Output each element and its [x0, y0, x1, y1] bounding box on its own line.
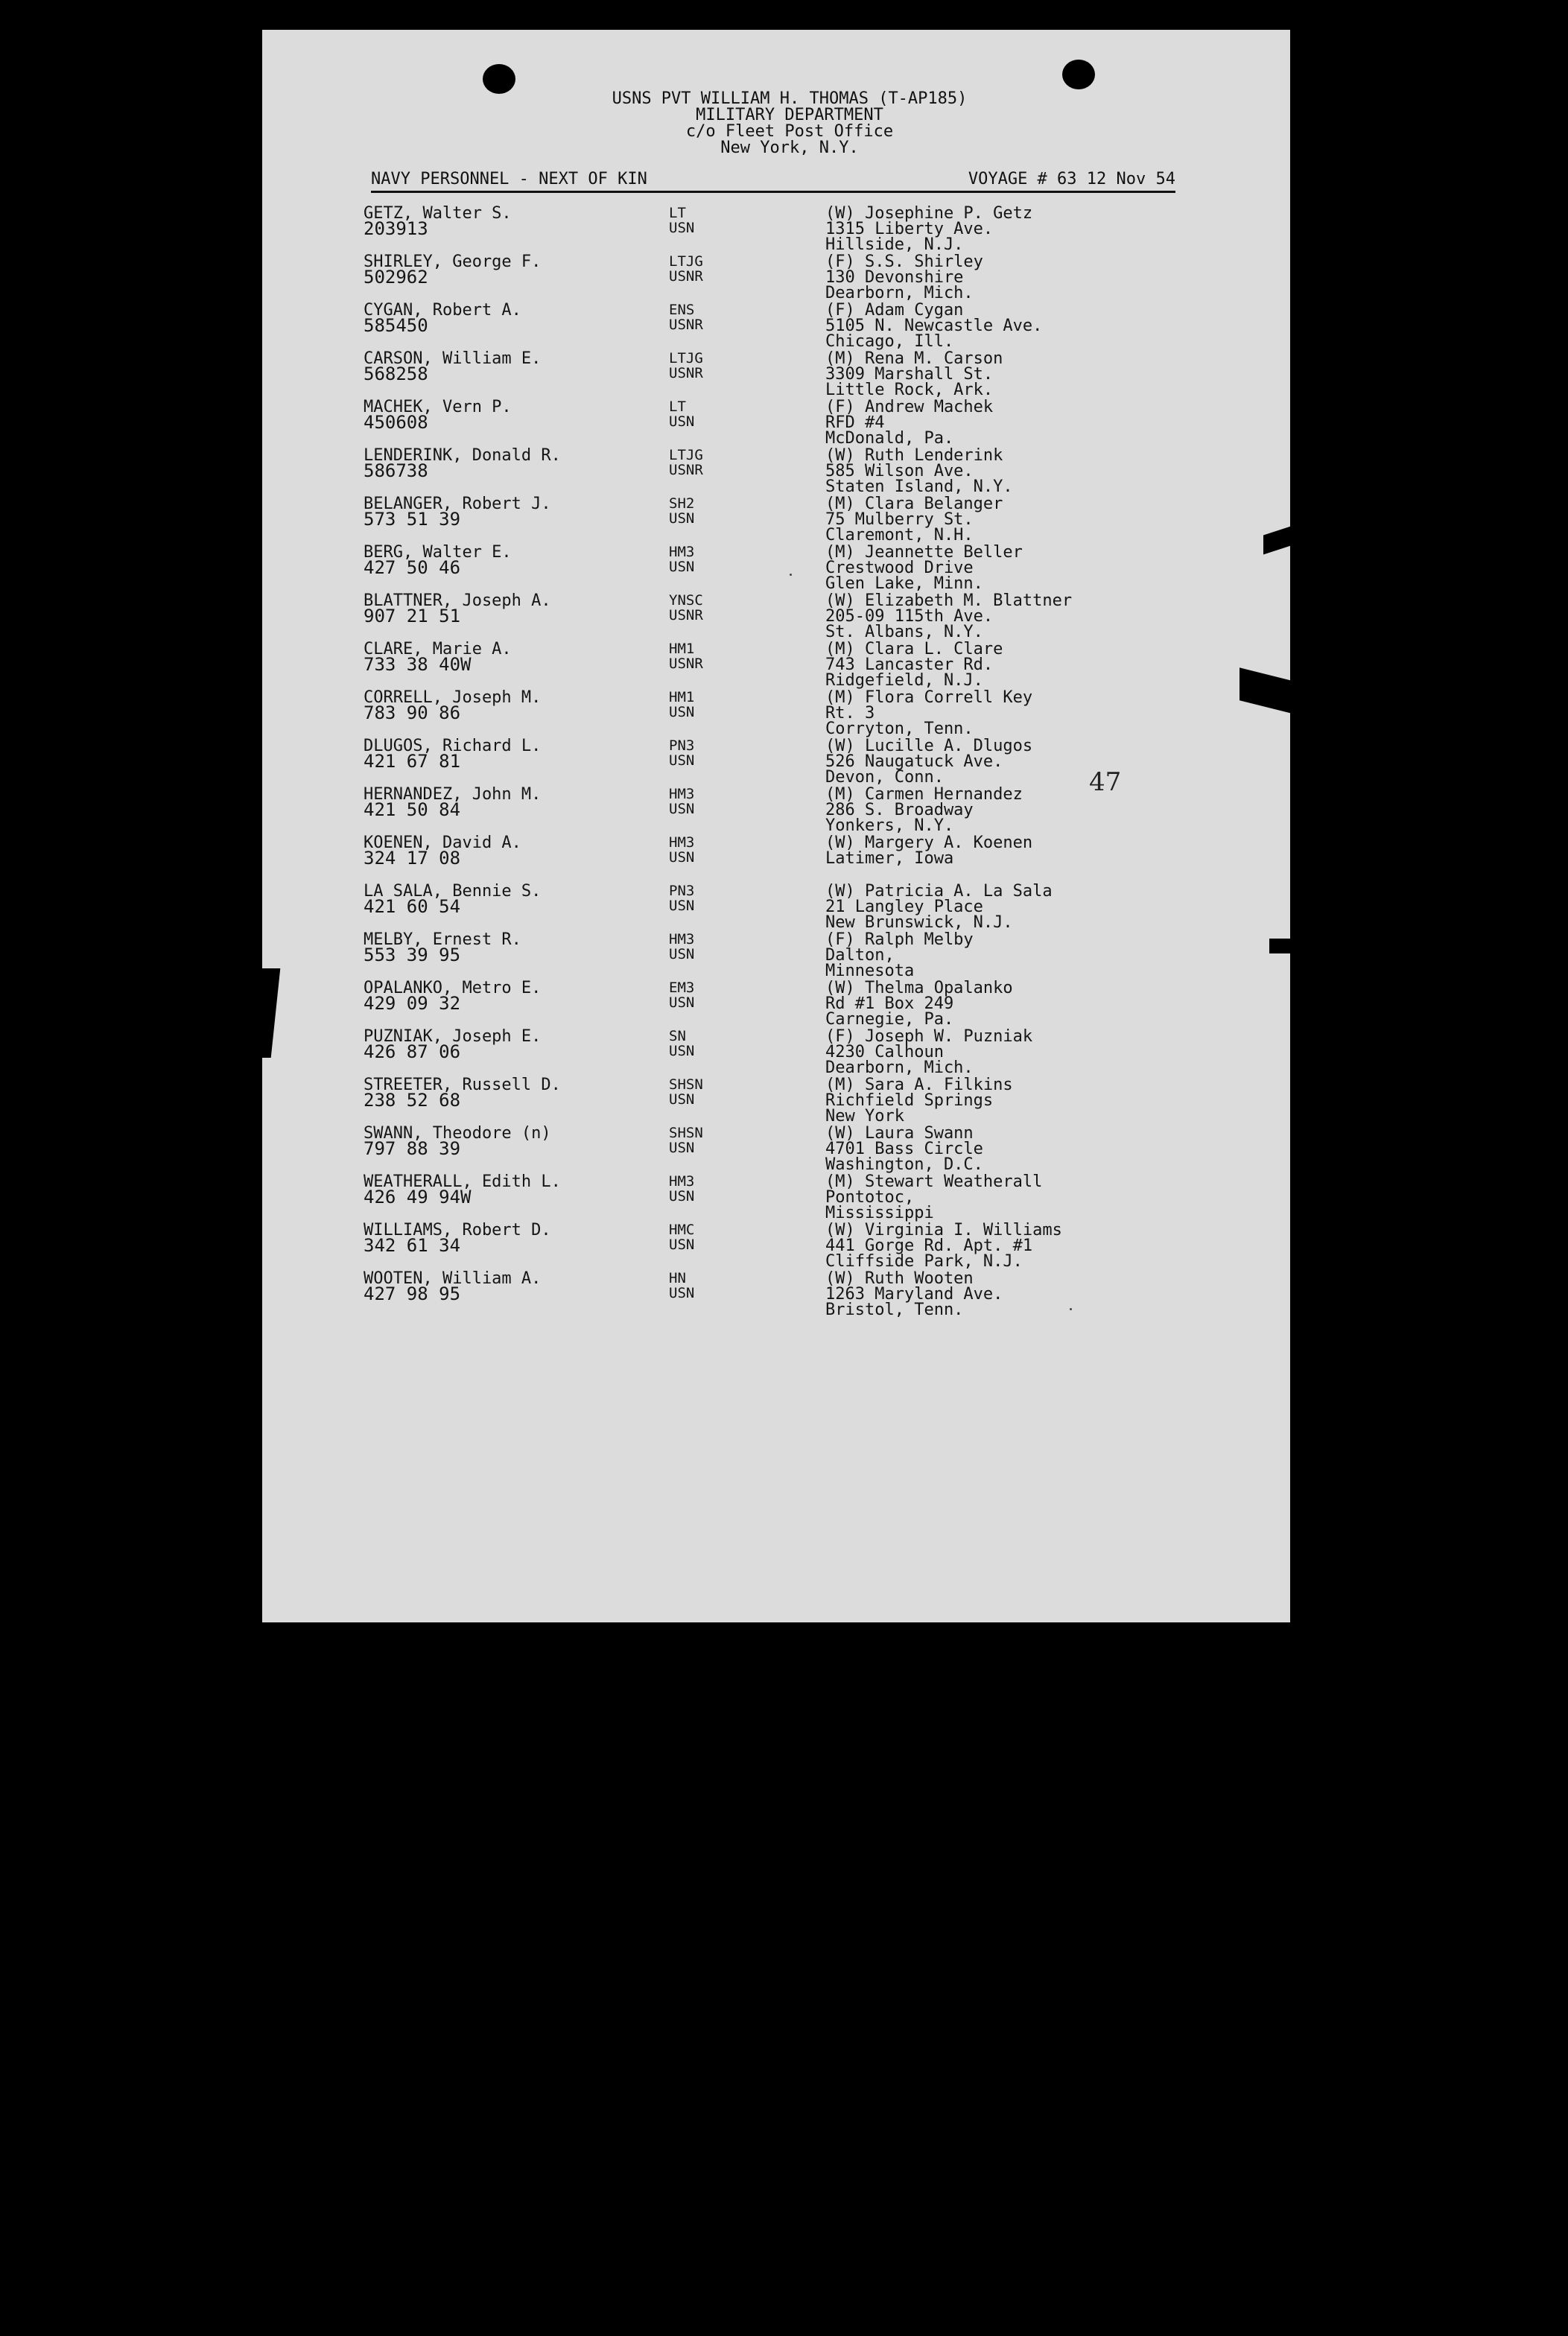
- rank: HM3: [669, 1173, 695, 1190]
- service-branch: USN: [669, 1043, 695, 1059]
- list-item: [364, 690, 1198, 737]
- rank: HM1: [669, 689, 695, 705]
- list-item: [364, 545, 1198, 592]
- service-number: 426 49 94W: [364, 1187, 472, 1207]
- punch-hole-right: [1062, 60, 1095, 89]
- rank: HM3: [669, 786, 695, 802]
- kin-city: Corryton, Tenn.: [825, 720, 974, 738]
- kin-city: Washington, D.C.: [825, 1155, 983, 1174]
- kin-address: 75 Mulberry St.: [825, 510, 974, 529]
- personnel-name: MACHEK, Vern P.: [364, 398, 512, 416]
- kin-address: Crestwood Drive: [825, 559, 974, 577]
- service-number: 324 17 08: [364, 848, 461, 869]
- personnel-name: KOENEN, David A.: [364, 834, 521, 852]
- personnel-name: STREETER, Russell D.: [364, 1076, 561, 1094]
- list-item: [364, 448, 1198, 495]
- personnel-name: HERNANDEZ, John M.: [364, 785, 542, 804]
- service-number: 553 39 95: [364, 945, 461, 965]
- service-branch: USN: [669, 849, 695, 866]
- service-branch: USN: [669, 413, 695, 430]
- list-item: [364, 980, 1198, 1028]
- next-of-kin: (W) Lucille A. Dlugos: [825, 737, 1033, 755]
- kin-city: Dearborn, Mich.: [825, 284, 974, 302]
- personnel-name: CLARE, Marie A.: [364, 640, 512, 658]
- service-number: 421 67 81: [364, 751, 461, 772]
- kin-city: Dearborn, Mich.: [825, 1058, 974, 1077]
- kin-address: 130 Devonshire: [825, 268, 964, 287]
- kin-address: 3309 Marshall St.: [825, 365, 994, 384]
- list-item: [364, 641, 1198, 689]
- voyage-info: VOYAGE # 63 12 Nov 54: [968, 170, 1175, 188]
- kin-city: New Brunswick, N.J.: [825, 913, 1013, 932]
- next-of-kin: (F) Joseph W. Puzniak: [825, 1027, 1033, 1046]
- personnel-name: WILLIAMS, Robert D.: [364, 1221, 551, 1240]
- service-number: 426 87 06: [364, 1041, 461, 1062]
- service-number: 421 60 54: [364, 896, 461, 917]
- rank: SN: [669, 1028, 686, 1044]
- rank: PN3: [669, 737, 695, 754]
- kin-address: Pontotoc,: [825, 1188, 915, 1207]
- kin-address: 1263 Maryland Ave.: [825, 1285, 1003, 1304]
- list-item: [364, 1029, 1198, 1076]
- personnel-name: CARSON, William E.: [364, 349, 542, 368]
- kin-city: Cliffside Park, N.J.: [825, 1252, 1023, 1271]
- personnel-name: OPALANKO, Metro E.: [364, 979, 542, 997]
- list-item: [364, 302, 1198, 350]
- ship-name: USNS PVT WILLIAM H. THOMAS (T-AP185): [612, 89, 968, 108]
- service-branch: USN: [669, 994, 695, 1011]
- kin-city: New York: [825, 1107, 904, 1126]
- section-title: NAVY PERSONNEL - NEXT OF KIN: [371, 170, 647, 188]
- service-number: 238 52 68: [364, 1090, 461, 1111]
- kin-address: 5105 N. Newcastle Ave.: [825, 317, 1043, 335]
- service-number: 573 51 39: [364, 509, 461, 530]
- service-branch: USN: [669, 1285, 695, 1301]
- service-branch: USN: [669, 1237, 695, 1253]
- kin-address: 4230 Calhoun: [825, 1043, 944, 1061]
- list-item: [364, 399, 1198, 447]
- list-item: [364, 883, 1198, 931]
- service-branch: USN: [669, 704, 695, 720]
- rank: LT: [669, 205, 686, 221]
- next-of-kin: (M) Flora Correll Key: [825, 688, 1033, 707]
- next-of-kin: (W) Elizabeth M. Blattner: [825, 591, 1073, 610]
- list-item: [364, 254, 1198, 302]
- next-of-kin: (M) Sara A. Filkins: [825, 1076, 1013, 1094]
- personnel-name: MELBY, Ernest R.: [364, 930, 521, 949]
- service-number: 502962: [364, 267, 428, 288]
- rank: YNSC: [669, 592, 703, 609]
- list-item: [364, 1174, 1198, 1222]
- service-number: 342 61 34: [364, 1235, 461, 1256]
- kin-address: 585 Wilson Ave.: [825, 462, 974, 480]
- next-of-kin: (F) Adam Cygan: [825, 301, 964, 320]
- list-item: [364, 1222, 1198, 1270]
- kin-address: 21 Langley Place: [825, 898, 983, 916]
- kin-city: Devon, Conn.: [825, 768, 944, 787]
- service-branch: USN: [669, 752, 695, 769]
- kin-city: Yonkers, N.Y.: [825, 816, 954, 835]
- next-of-kin: (M) Stewart Weatherall: [825, 1172, 1043, 1191]
- service-number: 733 38 40W: [364, 654, 472, 675]
- kin-address: 4701 Bass Circle: [825, 1140, 983, 1158]
- service-branch: USN: [669, 898, 695, 914]
- personnel-name: CYGAN, Robert A.: [364, 301, 521, 320]
- kin-address: Richfield Springs: [825, 1091, 994, 1110]
- city: New York, N.Y.: [720, 139, 859, 157]
- list-item: [364, 932, 1198, 980]
- list-item: [364, 593, 1198, 641]
- next-of-kin: (W) Margery A. Koenen: [825, 834, 1033, 852]
- kin-address: Dalton,: [825, 946, 895, 965]
- department-name: MILITARY DEPARTMENT: [696, 106, 883, 124]
- kin-city: Claremont, N.H.: [825, 526, 974, 545]
- document-header: [596, 91, 983, 156]
- list-item: [364, 738, 1198, 786]
- personnel-name: GETZ, Walter S.: [364, 204, 512, 223]
- kin-city: Glen Lake, Minn.: [825, 574, 983, 593]
- service-number: 568258: [364, 364, 428, 384]
- rank: LT: [669, 399, 686, 415]
- punch-hole-left: [483, 64, 515, 94]
- service-number: 907 21 51: [364, 606, 461, 626]
- service-branch: USN: [669, 1091, 695, 1108]
- kin-address: RFD #4: [825, 413, 885, 432]
- kin-city: Carnegie, Pa.: [825, 1010, 954, 1029]
- service-branch: USN: [669, 220, 695, 236]
- kin-address: 526 Naugatuck Ave.: [825, 752, 1003, 771]
- list-item: [364, 206, 1198, 253]
- service-number: 427 98 95: [364, 1283, 461, 1304]
- post-office: c/o Fleet Post Office: [685, 122, 894, 141]
- personnel-name: PUZNIAK, Joseph E.: [364, 1027, 542, 1046]
- rank: SH2: [669, 495, 695, 512]
- personnel-name: LENDERINK, Donald R.: [364, 446, 561, 465]
- personnel-name: SHIRLEY, George F.: [364, 253, 542, 271]
- next-of-kin: (F) Ralph Melby: [825, 930, 974, 949]
- rank: HM3: [669, 834, 695, 851]
- personnel-name: WEATHERALL, Edith L.: [364, 1172, 561, 1191]
- personnel-name: LA SALA, Bennie S.: [364, 882, 542, 901]
- rank: SHSN: [669, 1076, 703, 1093]
- service-branch: USN: [669, 1140, 695, 1156]
- service-number: 429 09 32: [364, 993, 461, 1014]
- kin-city: Bristol, Tenn.: [825, 1301, 964, 1319]
- personnel-name: BLATTNER, Joseph A.: [364, 591, 551, 610]
- service-branch: USNR: [669, 365, 703, 381]
- list-item: [364, 1126, 1198, 1173]
- kin-address: 286 S. Broadway: [825, 801, 974, 819]
- rank: LTJG: [669, 253, 703, 270]
- rank: HM3: [669, 931, 695, 948]
- kin-city: Staten Island, N.Y.: [825, 477, 1013, 496]
- next-of-kin: (W) Patricia A. La Sala: [825, 882, 1053, 901]
- rank: ENS: [669, 302, 695, 318]
- rank: HM1: [669, 641, 695, 657]
- kin-address: Rd #1 Box 249: [825, 994, 954, 1013]
- service-branch: USNR: [669, 462, 703, 478]
- service-number: 450608: [364, 412, 428, 433]
- rank: SHSN: [669, 1125, 703, 1141]
- rank: HMC: [669, 1222, 695, 1238]
- next-of-kin: (M) Rena M. Carson: [825, 349, 1003, 368]
- service-number: 797 88 39: [364, 1138, 461, 1159]
- list-item: [364, 351, 1198, 399]
- kin-address: 205-09 115th Ave.: [825, 607, 994, 626]
- service-number: 427 50 46: [364, 557, 461, 578]
- kin-city: Mississippi: [825, 1204, 934, 1222]
- kin-address: 441 Gorge Rd. Apt. #1: [825, 1237, 1033, 1255]
- service-branch: USN: [669, 559, 695, 575]
- personnel-name: BERG, Walter E.: [364, 543, 512, 562]
- rank: EM3: [669, 980, 695, 996]
- next-of-kin: (W) Josephine P. Getz: [825, 204, 1033, 223]
- rank: HN: [669, 1270, 686, 1286]
- service-branch: USNR: [669, 317, 703, 333]
- next-of-kin: (M) Jeannette Beller: [825, 543, 1023, 562]
- next-of-kin: (W) Virginia I. Williams: [825, 1221, 1062, 1240]
- service-branch: USNR: [669, 607, 703, 623]
- next-of-kin: (W) Ruth Lenderink: [825, 446, 1003, 465]
- kin-address: Rt. 3: [825, 704, 875, 723]
- next-of-kin: (F) S.S. Shirley: [825, 253, 983, 271]
- list-item: [364, 787, 1198, 834]
- kin-city: Little Rock, Ark.: [825, 381, 994, 399]
- rank: PN3: [669, 883, 695, 899]
- service-number: 783 90 86: [364, 702, 461, 723]
- kin-address: Latimer, Iowa: [825, 849, 954, 868]
- service-number: 585450: [364, 315, 428, 336]
- personnel-name: SWANN, Theodore (n): [364, 1124, 551, 1143]
- kin-city: St. Albans, N.Y.: [825, 623, 983, 641]
- service-branch: USN: [669, 946, 695, 962]
- service-branch: USNR: [669, 268, 703, 285]
- kin-city: Minnesota: [825, 962, 915, 980]
- kin-city: Ridgefield, N.J.: [825, 671, 983, 690]
- next-of-kin: (W) Laura Swann: [825, 1124, 974, 1143]
- next-of-kin: (M) Clara Belanger: [825, 495, 1003, 513]
- service-branch: USN: [669, 510, 695, 527]
- service-branch: USNR: [669, 656, 703, 672]
- kin-address: 743 Lancaster Rd.: [825, 656, 994, 674]
- list-item: [364, 835, 1198, 883]
- kin-city: Hillside, N.J.: [825, 235, 964, 254]
- list-item: [364, 1077, 1198, 1125]
- page-tear: [1269, 939, 1292, 953]
- kin-city: Chicago, Ill.: [825, 332, 954, 351]
- rank: LTJG: [669, 350, 703, 366]
- personnel-name: BELANGER, Robert J.: [364, 495, 551, 513]
- next-of-kin: (F) Andrew Machek: [825, 398, 994, 416]
- rank: LTJG: [669, 447, 703, 463]
- service-branch: USN: [669, 1188, 695, 1204]
- next-of-kin: (M) Carmen Hernandez: [825, 785, 1023, 804]
- service-number: 421 50 84: [364, 799, 461, 820]
- service-number: 586738: [364, 460, 428, 481]
- personnel-name: DLUGOS, Richard L.: [364, 737, 542, 755]
- personnel-name: CORRELL, Joseph M.: [364, 688, 542, 707]
- list-item: [364, 1271, 1198, 1318]
- personnel-name: WOOTEN, William A.: [364, 1269, 542, 1288]
- section-header: [371, 170, 1175, 193]
- kin-city: McDonald, Pa.: [825, 429, 954, 448]
- page-number: 47: [1089, 767, 1122, 797]
- kin-address: 1315 Liberty Ave.: [825, 220, 994, 238]
- next-of-kin: (M) Clara L. Clare: [825, 640, 1003, 658]
- next-of-kin: (W) Thelma Opalanko: [825, 979, 1013, 997]
- service-number: 203913: [364, 218, 428, 239]
- next-of-kin: (W) Ruth Wooten: [825, 1269, 974, 1288]
- rank: HM3: [669, 544, 695, 560]
- list-item: [364, 496, 1198, 544]
- service-branch: USN: [669, 801, 695, 817]
